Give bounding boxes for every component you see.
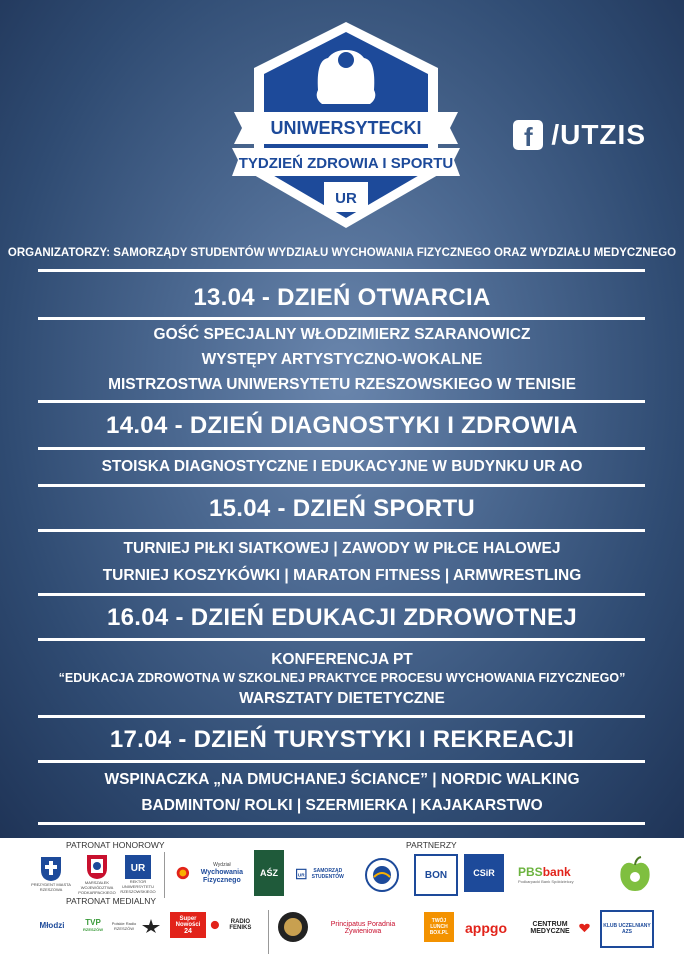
marshal-logo [74, 852, 120, 896]
appgo-logo [458, 918, 514, 938]
apple-logo [614, 854, 656, 894]
heart-icon [579, 921, 590, 935]
appgo-text: appgo [465, 920, 507, 936]
divider [38, 593, 645, 596]
supernowosci-logo [170, 912, 206, 938]
principatus-logo [316, 918, 410, 938]
day-2-title: 14.04 - DZIEŃ DIAGNOSTYKI I ZDROWIA [106, 412, 578, 439]
sponsors-strip [0, 838, 684, 960]
radio-feniks-text: RADIO FENIKS [229, 919, 252, 931]
divider [38, 269, 645, 272]
day-1-item: GOŚĆ SPECJALNY WŁODZIMIERZ SZARANOWICZ [153, 326, 531, 343]
divider [38, 529, 645, 532]
supernowosci-text: Super Nowości [175, 915, 201, 928]
polskie-radio-text: Polskie Radio RZESZÓW [111, 921, 137, 931]
mlodzi-logo [30, 916, 74, 934]
logo-caption: REKTOR UNIWERSYTETU RZESZOWSKIEGO [120, 878, 156, 894]
svg-text:UR: UR [130, 862, 146, 874]
radio-icon [210, 919, 220, 931]
day-4-item: “EDUKACJA ZDROWOTNA W SZKOLNEJ PRAKTYCE PROCESU WYCHOWANIA FIZYCZNEGO” [58, 671, 626, 685]
badge-title-line2: TYDZIEŃ ZDROWIA I SPORTU [238, 155, 454, 172]
rzeszow-president-logo [30, 852, 72, 896]
pbs-subtitle: Podkarpacki Bank Spółdzielczy [518, 878, 574, 884]
facebook-handle[interactable] [513, 119, 646, 151]
event-badge-logo [228, 20, 464, 230]
day-5-title: 17.04 - DZIEŃ TURYSTYKI I REKREACJI [109, 726, 575, 753]
kaf-azs-logo [600, 910, 654, 948]
badge-ur-logo-text: UR [335, 190, 357, 207]
kaf-text: KLUB UCZELNIANY AZS [603, 923, 651, 935]
divider [38, 638, 645, 641]
day-1-item: MISTRZOSTWA UNIWERSYTETU RZESZOWSKIEGO W TENISIE [108, 376, 576, 393]
emblem-icon [277, 911, 309, 943]
asz-logo [254, 850, 284, 896]
bon-logo [414, 854, 458, 896]
separator [268, 910, 269, 954]
day-4-item: WARSZTATY DIETETYCZNE [239, 690, 445, 707]
logo-caption: MARSZAŁEK WOJEWÓDZTWA PODKARPACKIEGO [78, 879, 116, 895]
wf-text-small: Wydział [213, 862, 231, 868]
divider [38, 484, 645, 487]
tvp-subtext: RZESZÓW [83, 927, 103, 932]
rector-logo [118, 852, 158, 896]
facebook-handle-text: /UTZIS [551, 119, 646, 150]
honorary-patronage-label: PATRONAT HONOROWY [66, 840, 165, 850]
media-patronage-label: PATRONAT MEDIALNY [66, 896, 157, 906]
wf-emblem-icon [176, 863, 190, 883]
day-3-title: 15.04 - DZIEŃ SPORTU [208, 495, 476, 522]
coat-of-arms-icon [40, 856, 62, 882]
day-4-item: KONFERENCJA PT [271, 651, 413, 668]
supernowosci-sub-text: 24 [184, 927, 192, 935]
day-3-item: TURNIEJ KOSZYKÓWKI | MARATON FITNESS | ARMWRESTLING [102, 567, 582, 584]
tvp-text: TVP [85, 918, 101, 927]
seal-logo [362, 856, 402, 894]
polskie-radio-logo [110, 914, 138, 938]
day-1-title: 13.04 - DZIEŃ OTWARCIA [193, 284, 491, 311]
divider [38, 317, 645, 320]
divider [38, 447, 645, 450]
divider [38, 760, 645, 763]
logo-caption: PREZYDENT MIASTA RZESZOWA [31, 882, 71, 892]
radio-feniks-logo [210, 916, 258, 934]
ur-logo-icon [125, 855, 151, 879]
csir-text: CSiR [473, 868, 495, 878]
wf-text: Wychowania Fizycznego [200, 869, 243, 884]
bank-text: bank [542, 864, 571, 879]
mlodzi-text: Młodzi [39, 920, 65, 930]
badge-title-line1: UNIWERSYTECKI [270, 118, 422, 138]
twoj-lunch-logo [424, 912, 454, 942]
samorzad-text: SAMORZĄD STUDENTÓW [311, 868, 344, 880]
star-icon [140, 918, 162, 934]
wf-logo [176, 860, 250, 886]
twoj-lunch-text: TWÓJ LUNCH BOX.PL [429, 918, 449, 936]
centrum-text: CENTRUM MEDYCZNE [530, 921, 570, 935]
day-3-item: TURNIEJ PIŁKI SIATKOWEJ | ZAWODY W PIŁCE HALOWEJ [123, 540, 561, 557]
seal-icon [364, 857, 400, 893]
svg-text:UR: UR [297, 872, 305, 878]
bon-text: BON [424, 869, 448, 881]
coat-of-arms-icon [86, 854, 108, 880]
day-4-title: 16.04 - DZIEŃ EDUKACJI ZDROWOTNEJ [107, 604, 577, 631]
principatus-text: Principatus Poradnia Żywieniowa [330, 921, 396, 935]
tvp-logo [80, 912, 106, 938]
pbs-text: PBS [518, 864, 543, 879]
pbs-bank-logo [518, 860, 598, 888]
day-2-item: STOISKA DIAGNOSTYCZNE I EDUKACYJNE W BUDYNKU UR AO [101, 458, 583, 475]
partners-label: PARTNERZY [406, 840, 457, 850]
divider [38, 822, 645, 825]
facebook-icon: f [513, 120, 543, 150]
day-1-item: WYSTĘPY ARTYSTYCZNO-WOKALNE [201, 351, 483, 368]
divider [38, 715, 645, 718]
day-5-item: WSPINACZKA „NA DMUCHANEJ ŚCIANCE” | NORDIC WALKING [104, 771, 580, 788]
separator [164, 852, 165, 898]
divider [38, 400, 645, 403]
kaf-emblem-logo [276, 910, 310, 944]
stars-logo [138, 916, 164, 936]
ur-mark-icon [296, 865, 307, 883]
centrum-medyczne-logo [524, 916, 590, 940]
asz-text: AŚZ [260, 868, 278, 878]
student-government-logo [296, 862, 346, 886]
csir-logo [464, 854, 504, 892]
apple-icon [616, 855, 654, 893]
day-5-item: BADMINTON/ ROLKI | SZERMIERKA | KAJAKARSTWO [141, 797, 543, 814]
organizers-line: ORGANIZATORZY: SAMORZĄDY STUDENTÓW WYDZIAŁU WYCHOWANIA FIZYCZNEGO ORAZ WYDZIAŁU MEDYCZNEGO [7, 247, 677, 259]
